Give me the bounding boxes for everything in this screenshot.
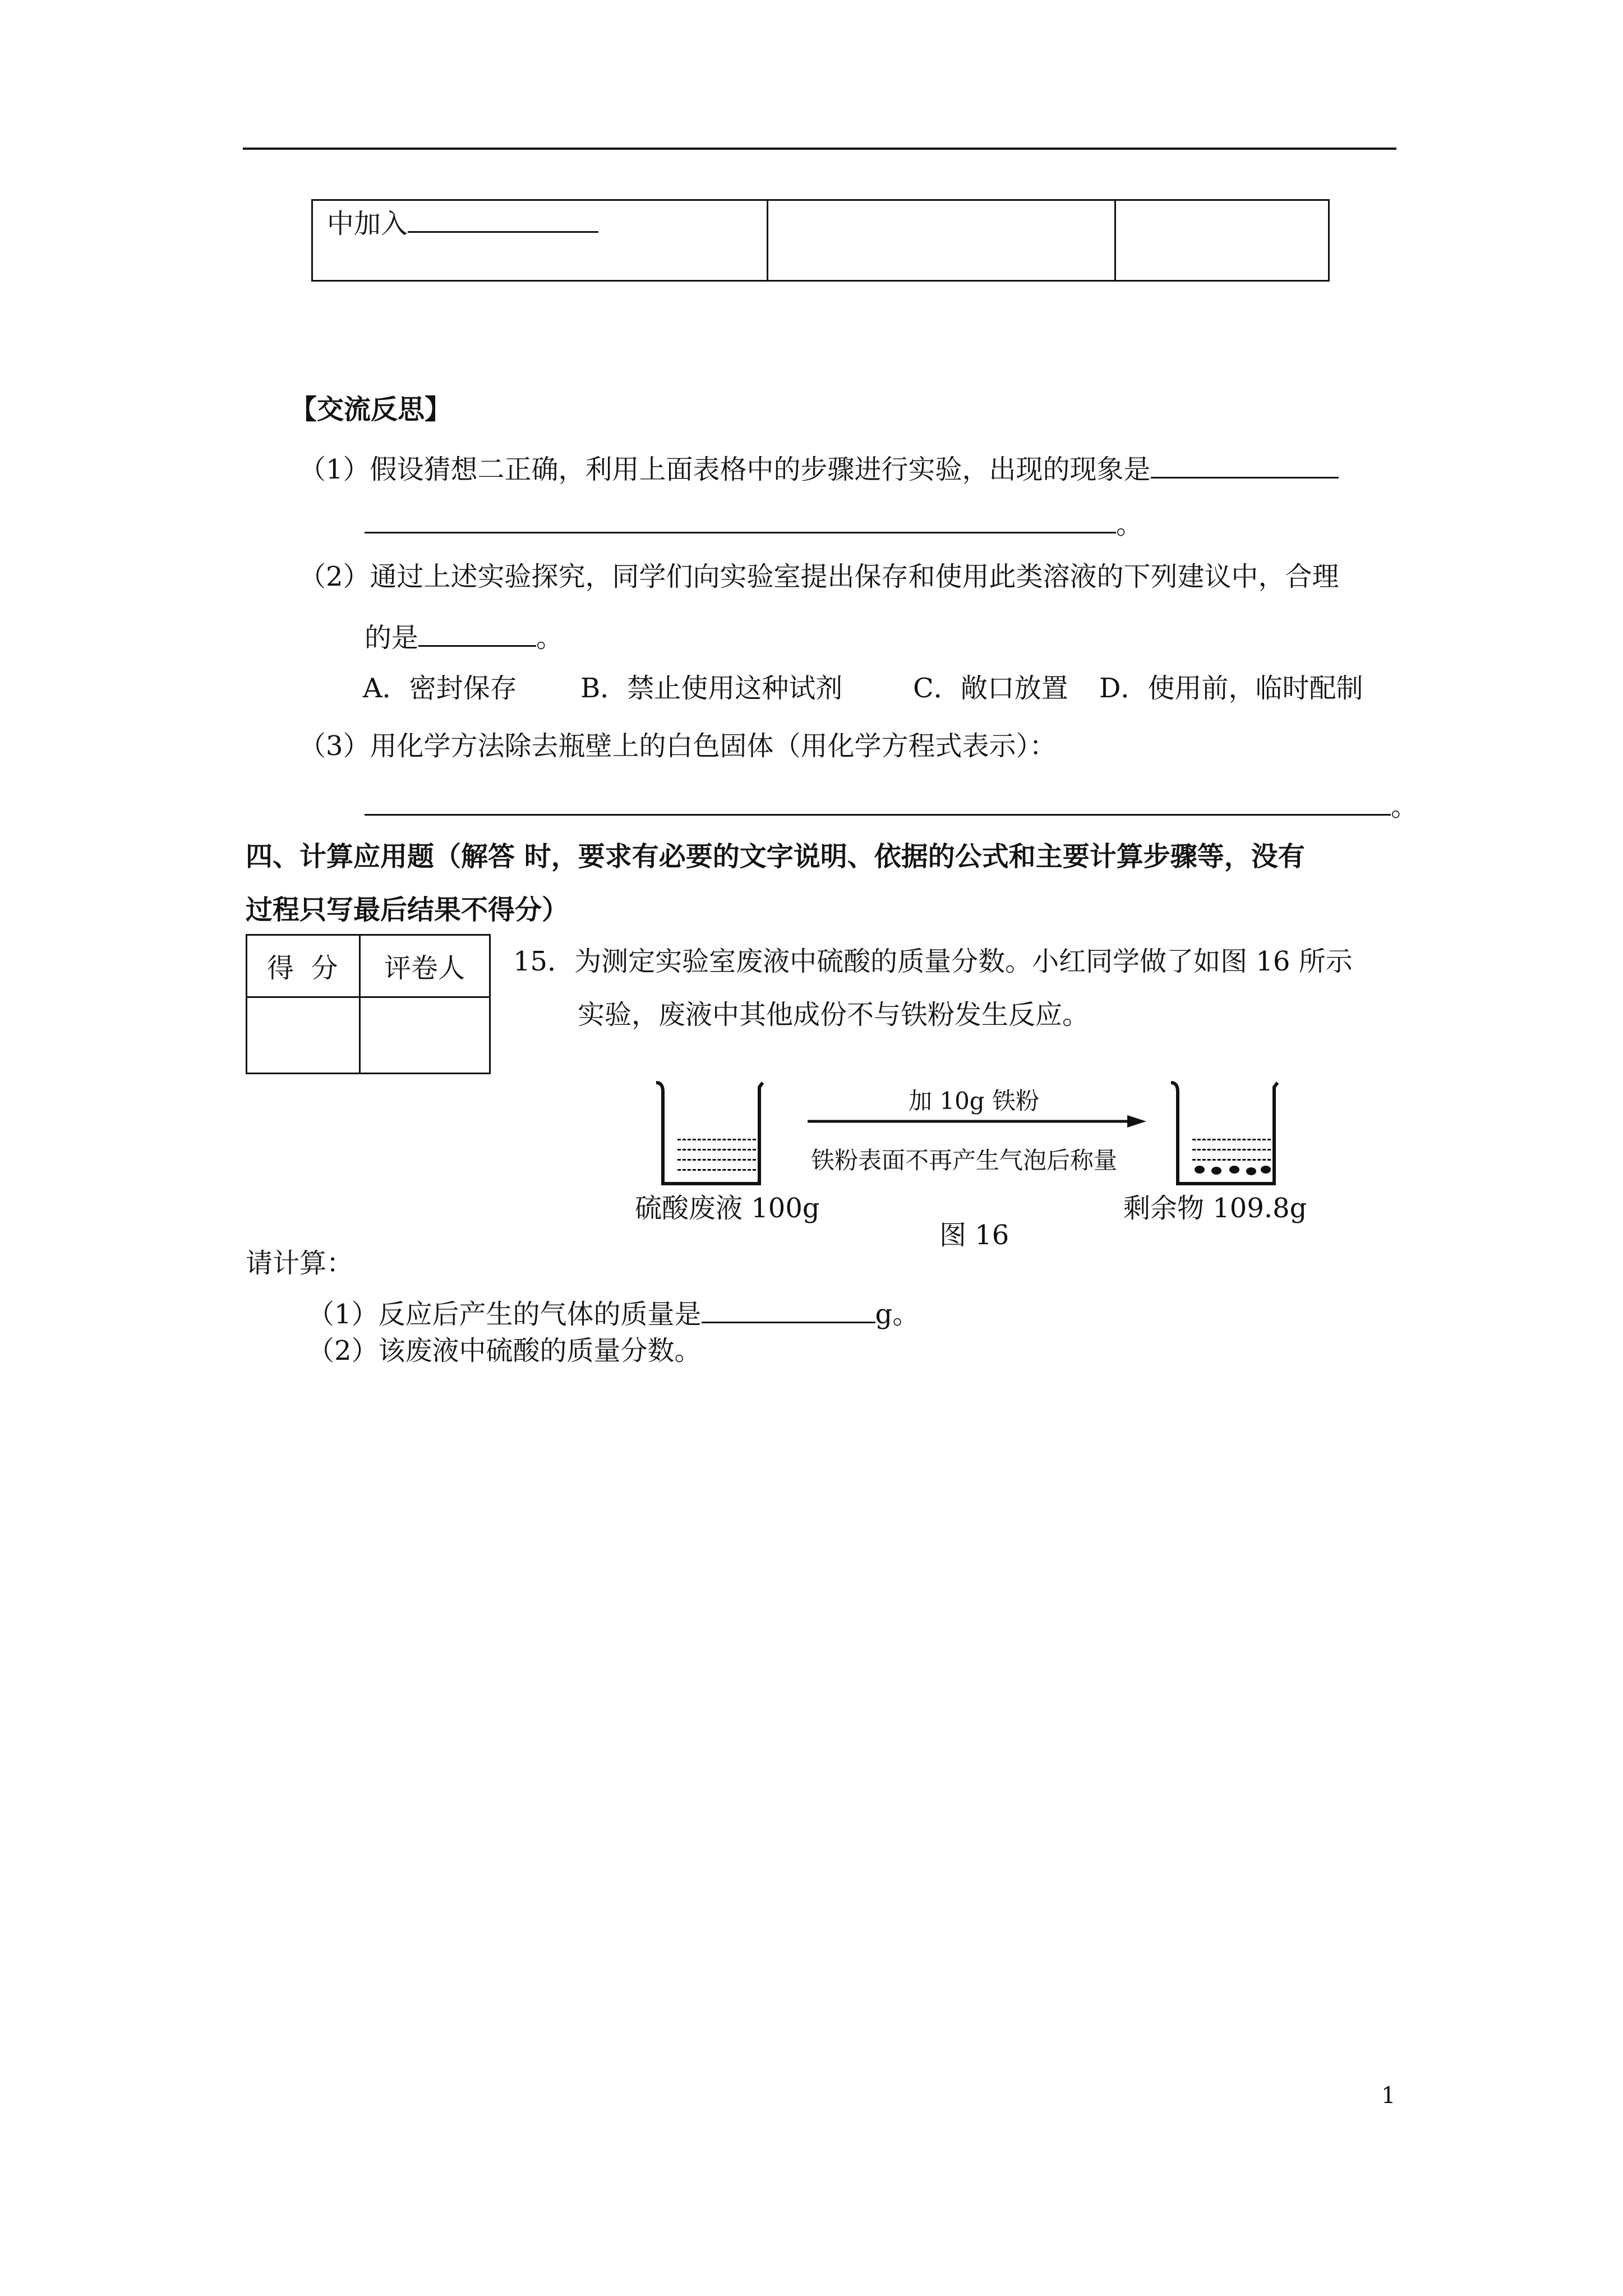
calc-q2: （2）该废液中硫酸的质量分数。 (307, 1335, 702, 1366)
score-label: 得 分 (267, 953, 338, 984)
page-number: 1 (1381, 2083, 1396, 2109)
answer-blank[interactable] (365, 788, 1391, 816)
residue-particle (1246, 1167, 1256, 1175)
question-15-line1: 15．为测定实验室废液中硫酸的质量分数。小红同学做了如图 16 所示 (513, 946, 1353, 977)
reflection-q3-answer: 。 (365, 788, 1418, 820)
right-beaker-label: 剩余物 109.8g (1123, 1193, 1307, 1224)
option-b: B．禁止使用这种试剂 (580, 673, 843, 704)
table-cell-text: 中加入 (327, 205, 598, 237)
option-d: D．使用前，临时配制 (1099, 673, 1363, 704)
option-c: C．敞口放置 (913, 673, 1068, 704)
answer-blank[interactable] (1151, 451, 1339, 478)
liquid-line (1192, 1149, 1271, 1151)
left-beaker-label: 硫酸废液 100g (635, 1193, 820, 1224)
figure-caption: 图 16 (939, 1220, 1009, 1251)
calc-prompt: 请计算： (246, 1248, 354, 1279)
liquid-line (677, 1169, 756, 1171)
grader-label: 评卷人 (384, 953, 465, 984)
arrow-bottom-label: 铁粉表面不再产生气泡后称量 (811, 1147, 1118, 1174)
section-heading-line2: 过程只写最后结果不得分） (246, 894, 569, 926)
reflection-q2-line2: 的是 。 (365, 619, 563, 651)
liquid-line (677, 1149, 756, 1151)
option-a: A．密封保存 (363, 673, 517, 704)
liquid-line (677, 1159, 756, 1161)
reflection-q3: （3）用化学方法除去瓶壁上的白色固体（用化学方程式表示）： (299, 730, 1057, 762)
residue-particle (1211, 1167, 1221, 1175)
liquid-level (677, 1139, 756, 1140)
reflection-heading: 【交流反思】 (290, 394, 452, 425)
residue-particle (1261, 1166, 1271, 1174)
score-cell-value[interactable] (246, 996, 361, 1074)
residue-particle (1229, 1166, 1239, 1174)
reaction-arrow-icon (808, 1113, 1147, 1130)
table-cell-conclusion (1114, 199, 1330, 282)
table-cell-phenomenon (767, 199, 1116, 282)
answer-blank[interactable] (418, 619, 536, 647)
reflection-q1-continuation: 。 (365, 506, 1143, 538)
liquid-line (1192, 1159, 1271, 1161)
answer-blank[interactable] (365, 506, 1116, 533)
answer-blank[interactable] (702, 1296, 875, 1323)
liquid-level (1192, 1139, 1271, 1140)
header-rule (243, 148, 1396, 150)
grader-cell-value[interactable] (359, 996, 491, 1074)
question-15-line2: 实验，废液中其他成份不与铁粉发生反应。 (578, 999, 1090, 1030)
residue-particle (1195, 1166, 1205, 1174)
reflection-q2-line1: （2）通过上述实验探究，同学们向实验室提出保存和使用此类溶液的下列建议中，合理 (299, 561, 1339, 592)
arrow-top-label: 加 10g 铁粉 (909, 1087, 1040, 1115)
left-beaker-icon (651, 1077, 768, 1189)
calc-q1: （1）反应后产生的气体的质量是 g。 (307, 1296, 919, 1328)
answer-blank[interactable] (408, 205, 598, 233)
reflection-q1: （1）假设猜想二正确，利用上面表格中的步骤进行实验，出现的现象是 (299, 451, 1339, 483)
section-heading-line1: 四、计算应用题（解答 时，要求有必要的文字说明、依据的公式和主要计算步骤等，没有 (246, 841, 1305, 872)
